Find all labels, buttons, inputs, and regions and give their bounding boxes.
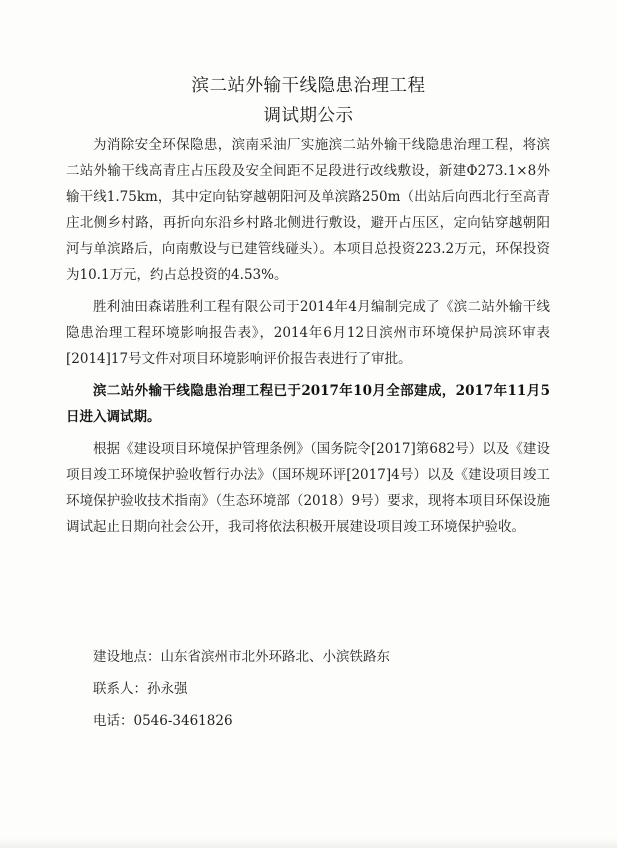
- construction-location: 建设地点：山东省滨州市北外环路北、小滨铁路东: [93, 649, 390, 665]
- document-title: 滨二站外输干线隐患治理工程: [191, 76, 426, 96]
- paragraph-project-description: 为消除安全环保隐患，滨南采油厂实施滨二站外输干线隐患治理工程，将滨二站外输干线高青庄占压段及安全间距不足段进行改线敷设，新建Φ273.1×8外输干线1.75km，其中定向钻穿越朝阳河及单滨路250m（出站后向西北行至高青庄北侧乡村路，再折向东沿乡村路北侧进行敷设，避开占压区，定向钻穿越朝阳河与单滨路后，向南敷设与已建管线碰头）。本项目总投资223.2万元，环保投资为10.1万元，约占总投资的4.53%。: [66, 137, 550, 283]
- contact-phone: 电话：0546-3461826: [93, 713, 233, 729]
- paragraph-eia-approval: 胜利油田森诺胜利工程有限公司于2014年4月编制完成了《滨二站外输干线隐患治理工程环境影响报告表》，2014年6月12日滨州市环境保护局滨环审表[2014]17号文件对项目环境影响评价报告表进行了审批。: [66, 299, 550, 367]
- paragraph-commissioning-date: 滨二站外输干线隐患治理工程已于2017年10月全部建成，2017年11月5日进入调试期。: [66, 383, 550, 425]
- document-subtitle: 调试期公示: [263, 106, 354, 126]
- paragraph-regulatory-basis: 根据《建设项目环境保护管理条例》（国务院令[2017]第682号）以及《建设项目竣工环境保护验收暂行办法》（国环规环评[2017]4号）以及《建设项目竣工环境保护验收技术指南》（生态环境部（2018）9号）要求，现将本项目环保设施调试起止日期向社会公开，我司将依法积极开展建设项目竣工环境保护验收。: [66, 441, 550, 535]
- scan-shadow: [0, 838, 617, 848]
- contact-person: 联系人：孙永强: [93, 681, 188, 697]
- document-body: [66, 132, 550, 546]
